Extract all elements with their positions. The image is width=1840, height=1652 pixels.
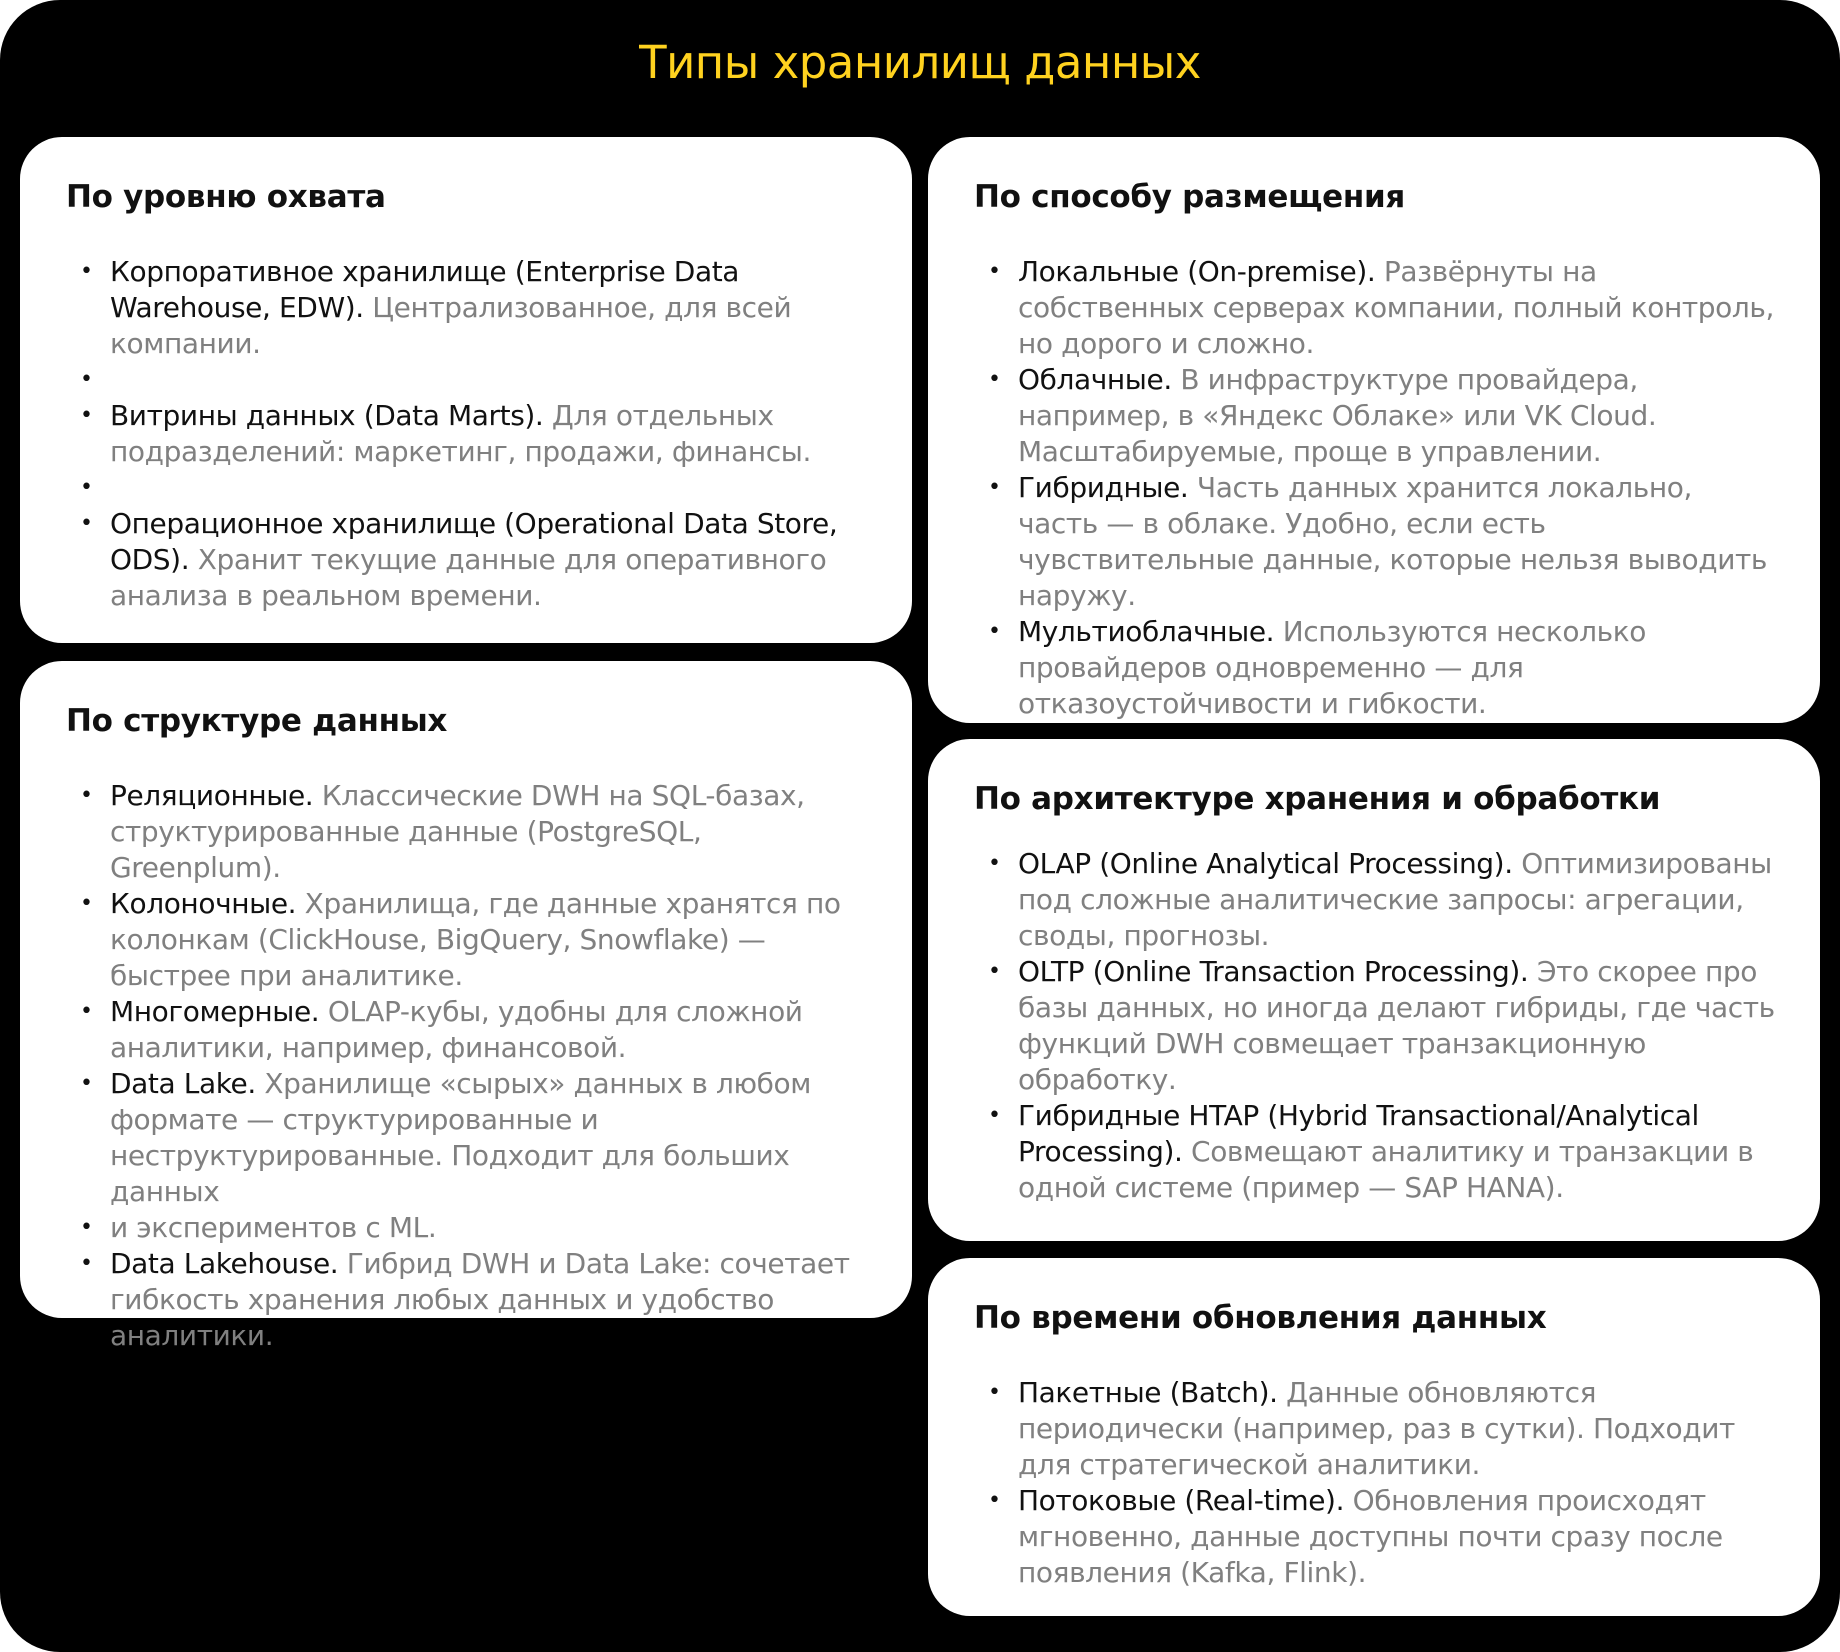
item-term: Колоночные. <box>110 887 297 921</box>
item-description: OLAP-кубы, удобны для сложной аналитики, например, финансовой. <box>110 995 803 1065</box>
list-item <box>1018 362 1780 470</box>
list-item <box>1018 1375 1780 1483</box>
card-heading: По архитектуре хранения и обработки <box>974 781 1661 817</box>
list-item <box>1018 1098 1780 1206</box>
card-scope <box>20 137 912 643</box>
item-description: Классические DWH на SQL-базах, структурированные данные (PostgreSQL, Greenplum). <box>110 779 805 885</box>
item-term: Гибридные. <box>1018 471 1189 505</box>
item-description: Хранилища, где данные хранятся по колонкам (ClickHouse, BigQuery, Snowflake) — быстрее при аналитике. <box>110 887 841 993</box>
item-description: Часть данных хранится локально, часть — в облаке. Удобно, если есть чувствительные данные, которые нельзя выводить наружу. <box>1018 471 1768 613</box>
card-list <box>974 1375 1780 1591</box>
card-list <box>66 254 872 614</box>
item-description: Хранит текущие данные для оперативного анализа в реальном времени. <box>110 543 827 613</box>
list-item <box>110 506 872 614</box>
item-description: Используются несколько провайдеров одновременно — для отказоустойчивости и гибкости. <box>1018 615 1646 721</box>
item-term: Мультиоблачные. <box>1018 615 1275 649</box>
list-item <box>110 1066 872 1210</box>
item-description: Для отдельных подразделений: маркетинг, продажи, финансы. <box>110 399 811 469</box>
card-structure <box>20 661 912 1353</box>
item-term: Операционное хранилище (Operational Data Store, ODS). <box>110 507 838 577</box>
list-item <box>110 254 872 362</box>
card-heading: По структуре данных <box>66 703 448 739</box>
list-item <box>1018 846 1780 954</box>
item-term: Облачные. <box>1018 363 1172 397</box>
list-item <box>110 470 872 506</box>
card-list <box>66 778 872 1354</box>
list-item <box>1018 470 1780 614</box>
item-term: Data Lake. <box>110 1067 256 1101</box>
list-item <box>1018 614 1780 722</box>
list-item <box>1018 1483 1780 1591</box>
item-term: Локальные (On-premise). <box>1018 255 1376 289</box>
card-heading: По времени обновления данных <box>974 1300 1547 1336</box>
card-architecture <box>928 739 1820 1241</box>
list-item <box>110 1246 872 1354</box>
card-placement <box>928 137 1820 723</box>
list-item <box>110 994 872 1066</box>
item-description: Данные обновляются периодически (например, раз в сутки). Подходит для стратегической аналитики. <box>1018 1376 1735 1482</box>
list-item <box>110 398 872 470</box>
item-term: OLTP (Online Transaction Processing). <box>1018 955 1529 989</box>
item-description: и экспериментов с ML. <box>110 1211 437 1245</box>
list-item <box>1018 954 1780 1098</box>
list-item <box>110 362 872 398</box>
item-term: Витрины данных (Data Marts). <box>110 399 544 433</box>
item-term: OLAP (Online Analytical Processing). <box>1018 847 1513 881</box>
item-description: Это скорее про базы данных, но иногда делают гибриды, где часть функций DWH совмещает транзакционную обработку. <box>1018 955 1775 1097</box>
item-term: Реляционные. <box>110 779 314 813</box>
card-list <box>974 846 1780 1206</box>
item-description: Централизованное, для всей компании. <box>110 291 792 361</box>
card-heading: По уровню охвата <box>66 179 386 215</box>
item-description: В инфраструктуре провайдера, например, в «Яндекс Облаке» или VK Cloud. Масштабируемые, проще в управлении. <box>1018 363 1657 469</box>
item-description: Гибрид DWH и Data Lake: сочетает гибкость хранения любых данных и удобство аналитики. <box>110 1247 850 1353</box>
list-item <box>110 886 872 994</box>
list-item <box>110 1210 872 1246</box>
card-update-time <box>928 1258 1820 1616</box>
item-description: Оптимизированы под сложные аналитические запросы: агрегации, своды, прогнозы. <box>1018 847 1772 953</box>
item-description: Обновления происходят мгновенно, данные доступны почти сразу после появления (Kafka, Flink). <box>1018 1484 1723 1590</box>
item-term: Data Lakehouse. <box>110 1247 339 1281</box>
item-description: Хранилище «сырых» данных в любом формате — структурированные и неструктурированные. Подходит для больших данных <box>110 1067 811 1209</box>
card-heading: По способу размещения <box>974 179 1405 215</box>
list-item <box>110 778 872 886</box>
item-term: Гибридные HTAP (Hybrid Transactional/Analytical Processing). <box>1018 1099 1699 1169</box>
item-term: Многомерные. <box>110 995 320 1029</box>
main-title: Типы хранилищ данных <box>639 36 1201 89</box>
item-term: Потоковые (Real-time). <box>1018 1484 1345 1518</box>
card-list <box>974 254 1780 722</box>
item-description: Совмещают аналитику и транзакции в одной системе (пример — SAP HANA). <box>1018 1135 1754 1205</box>
item-term: Корпоративное хранилище (Enterprise Data Warehouse, EDW). <box>110 255 740 325</box>
item-description: Развёрнуты на собственных серверах компании, полный контроль, но дорого и сложно. <box>1018 255 1774 361</box>
item-term: Пакетные (Batch). <box>1018 1376 1278 1410</box>
list-item <box>1018 254 1780 362</box>
